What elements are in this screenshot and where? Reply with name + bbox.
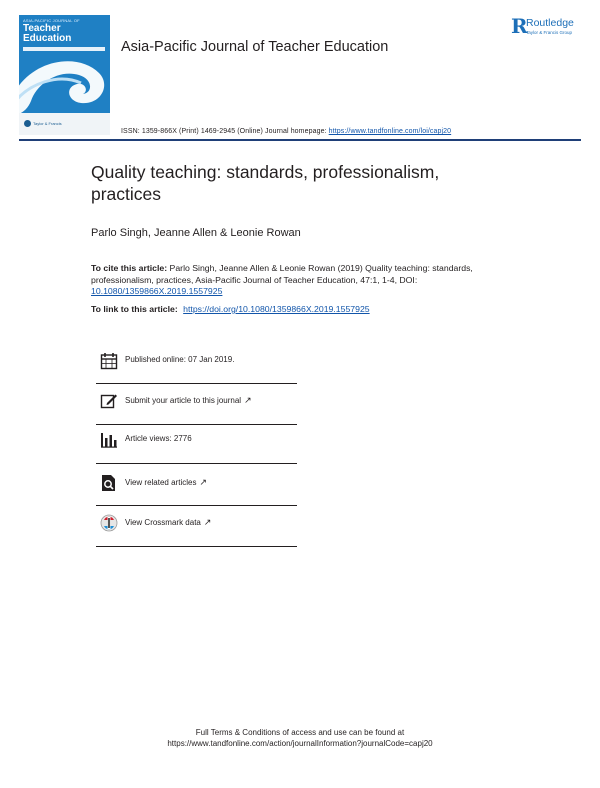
edit-icon [100, 392, 118, 410]
cite-label: To cite this article: [91, 263, 168, 273]
published-online-text: Published online: 07 Jan 2019. [125, 355, 235, 364]
publisher-logo-icon [24, 120, 31, 127]
crossmark-icon [100, 514, 118, 532]
article-title: Quality teaching: standards, professionalism, practices [91, 162, 440, 204]
info-divider [96, 463, 297, 464]
cite-doi-link[interactable]: 10.1080/1359866X.2019.1557925 [91, 286, 223, 296]
issn-text: ISSN: 1359-866X (Print) 1469-2945 (Online) Journal homepage: [121, 128, 327, 135]
routledge-logo [511, 15, 591, 45]
footer-terms-link[interactable]: https://www.tandfonline.com/action/journalInformation?journalCode=capj20 [167, 739, 433, 748]
external-link-icon: ↗ [199, 477, 207, 487]
info-divider [96, 383, 297, 384]
footer-terms-text: Full Terms & Conditions of access and use can be found at [195, 728, 405, 737]
journal-homepage-link[interactable]: https://www.tandfonline.com/loi/capj20 [328, 128, 452, 135]
article-views-text: Article views: 2776 [125, 434, 192, 443]
crossmark-text[interactable]: View Crossmark data [125, 518, 201, 527]
journal-cover [19, 15, 110, 135]
bar-chart-icon [100, 431, 118, 449]
cover-top-line: ASIA-PACIFIC JOURNAL OF [23, 18, 80, 23]
citation-block [91, 263, 511, 298]
routledge-mark-icon: R [511, 14, 528, 38]
issn-line [121, 128, 451, 135]
calendar-icon [100, 352, 118, 370]
header-divider [19, 139, 581, 141]
crossmark-row[interactable] [96, 514, 297, 554]
submit-article-link[interactable] [125, 395, 252, 406]
submit-article-text[interactable]: Submit your article to this journal [125, 396, 242, 405]
link-label: To link to this article: [91, 304, 178, 314]
submit-article-row[interactable] [96, 392, 297, 432]
article-authors: Parlo Singh, Jeanne Allen & Leonie Rowan [91, 227, 301, 239]
cover-bar [23, 47, 105, 51]
related-articles-row[interactable] [96, 474, 297, 514]
article-doi-link[interactable]: https://doi.org/10.1080/1359866X.2019.1557925 [183, 304, 370, 314]
related-articles-text[interactable]: View related articles [125, 478, 197, 487]
article-views-row [96, 431, 297, 471]
external-link-icon: ↗ [203, 517, 212, 527]
published-online-row [96, 352, 297, 392]
journal-title[interactable]: Asia-Pacific Journal of Teacher Education [121, 39, 389, 55]
footer [0, 727, 600, 749]
cover-publisher: Taylor & Francis [33, 121, 62, 126]
cite-text: Parlo Singh, Jeanne Allen & Leonie Rowan (2019) Quality teaching: standards, professionalism, practices, Asia-Pacific Journal of Teacher Education, 47:1, 1-4, DOI: [91, 263, 473, 285]
cover-title-line2: Education [23, 33, 72, 44]
cover-wave-graphic [19, 53, 110, 115]
related-search-icon [100, 474, 118, 492]
link-line [91, 304, 511, 316]
external-link-icon: ↗ [244, 395, 252, 405]
routledge-name: Routledge [526, 17, 574, 29]
info-divider [96, 505, 297, 506]
crossmark-link[interactable] [125, 517, 211, 528]
info-divider [96, 424, 297, 425]
related-articles-link[interactable] [125, 477, 207, 488]
cover-title-line1: Teacher [23, 23, 61, 34]
info-divider [96, 546, 297, 547]
routledge-tagline: Taylor & Francis Group [526, 30, 573, 35]
